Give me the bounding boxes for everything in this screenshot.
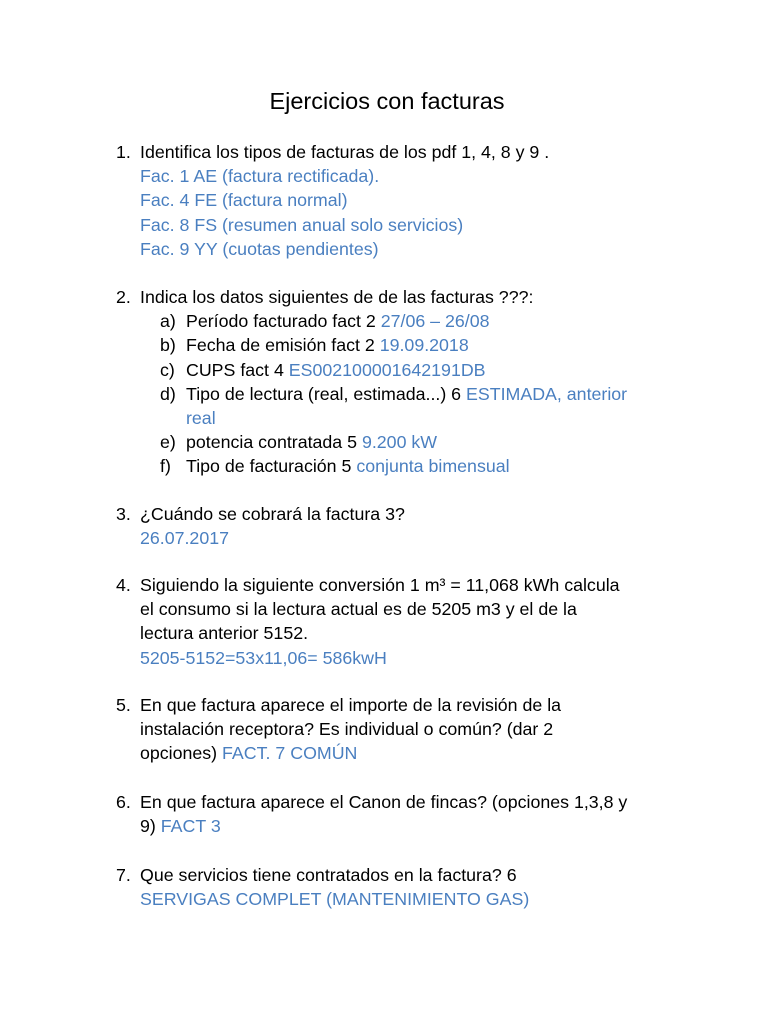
text-line — [140, 887, 720, 911]
question-body — [140, 863, 720, 911]
question-text: Que servicios tiene contratados en la factura? 6 — [140, 865, 517, 885]
question-text: CUPS fact 4 — [186, 359, 289, 380]
question-number: 4. — [116, 575, 131, 595]
sub-item-body — [186, 454, 720, 478]
sub-item — [140, 333, 720, 357]
question-text: Identifica los tipos de facturas de los pdf 1, 4, 8 y 9 . — [140, 142, 550, 162]
question-text: Tipo de facturación 5 — [186, 456, 357, 477]
sub-item-body — [186, 309, 720, 333]
question-number: 7. — [116, 865, 131, 885]
sub-item-body — [186, 358, 720, 382]
answer-text: Fac. 4 FE (factura normal) — [140, 190, 348, 211]
answer-text: real — [186, 408, 216, 429]
question-text: Tipo de lectura (real, estimada...) 6 — [186, 383, 467, 404]
text-line — [140, 597, 720, 621]
sub-item — [140, 309, 720, 333]
answer-text: 9.200 kW — [361, 432, 438, 453]
question-text: el consumo si la lectura actual es de 5205 m3 y el de la — [140, 599, 577, 620]
question-number: 3. — [116, 504, 131, 524]
question-text: 9) — [140, 816, 161, 837]
text-line — [186, 454, 720, 478]
text-line — [140, 526, 720, 550]
sub-item-body — [186, 333, 720, 357]
sub-item-letter: f) — [160, 456, 171, 477]
answer-text: Fac. 1 AE (factura rectificada). — [140, 166, 380, 187]
text-line — [140, 790, 720, 814]
question-body — [140, 573, 720, 670]
sub-item-letter: a) — [160, 311, 176, 332]
answer-text: ES002100001642191DB — [288, 359, 486, 380]
sub-item — [140, 430, 720, 454]
answer-text: FACT 3 — [160, 816, 221, 837]
text-line — [140, 502, 720, 526]
text-line — [140, 188, 720, 212]
answer-text: 27/06 – 26/08 — [380, 311, 490, 332]
answer-text: conjunta bimensual — [356, 456, 510, 477]
question-text: En que factura aparece el Canon de fincas? (opciones 1,3,8 y — [140, 792, 628, 812]
sub-item — [140, 382, 720, 430]
question-number: 6. — [116, 792, 131, 812]
question-text: Indica los datos siguientes de de las facturas ???: — [140, 287, 534, 307]
answer-text: Fac. 8 FS (resumen anual solo servicios) — [140, 214, 464, 235]
answer-text: 19.09.2018 — [379, 335, 469, 356]
question-text: Fecha de emisión fact 2 — [186, 335, 380, 356]
text-line — [140, 621, 720, 645]
question-number: 1. — [116, 142, 131, 162]
text-line — [140, 140, 720, 164]
sub-item-letter: d) — [160, 383, 176, 404]
answer-text: 5205-5152=53x11,06= 586kwH — [140, 647, 387, 668]
text-line — [140, 646, 720, 670]
answer-text: SERVIGAS COMPLET (MANTENIMIENTO GAS) — [140, 889, 530, 910]
text-line — [140, 237, 720, 261]
question-body — [140, 285, 720, 479]
sub-item-body — [186, 430, 720, 454]
text-line — [140, 573, 720, 597]
text-line — [140, 213, 720, 237]
sub-item-letter: e) — [160, 432, 176, 453]
text-line — [140, 693, 720, 717]
text-line — [140, 741, 720, 765]
sub-item-letter: c) — [160, 359, 175, 380]
question-number: 5. — [116, 695, 131, 715]
sub-item — [140, 358, 720, 382]
question-body — [140, 140, 720, 261]
question-body — [140, 693, 720, 766]
text-line — [186, 309, 720, 333]
text-line — [140, 717, 720, 741]
text-line — [186, 333, 720, 357]
text-line — [140, 863, 720, 887]
text-line — [186, 430, 720, 454]
sub-item — [140, 454, 720, 478]
text-line — [140, 285, 720, 309]
answer-text: Fac. 9 YY (cuotas pendientes) — [140, 238, 379, 259]
text-line — [186, 406, 720, 430]
document-title: Ejercicios con facturas — [269, 88, 505, 114]
text-line — [186, 358, 720, 382]
question-text: En que factura aparece el importe de la revisión de la — [140, 695, 562, 715]
sub-item-body — [186, 382, 720, 430]
question-text: potencia contratada 5 — [186, 432, 362, 453]
answer-text: FACT. 7 COMÚN — [222, 743, 358, 764]
question-body — [140, 502, 720, 550]
text-line — [140, 814, 720, 838]
text-line — [140, 164, 720, 188]
question-text: ¿Cuándo se cobrará la factura 3? — [140, 504, 405, 524]
question-text: Período facturado fact 2 — [186, 311, 381, 332]
question-text: opciones) — [140, 743, 223, 764]
question-body — [140, 790, 720, 838]
answer-text: ESTIMADA, anterior — [466, 383, 628, 404]
question-text: lectura anterior 5152. — [140, 623, 309, 644]
sub-item-letter: b) — [160, 335, 176, 356]
question-text: instalación receptora? Es individual o común? (dar 2 — [140, 719, 554, 740]
answer-text: 26.07.2017 — [140, 528, 229, 549]
question-number: 2. — [116, 287, 131, 307]
question-text: Siguiendo la siguiente conversión 1 m³ = 11,068 kWh calcula — [140, 575, 620, 595]
text-line — [186, 382, 720, 406]
